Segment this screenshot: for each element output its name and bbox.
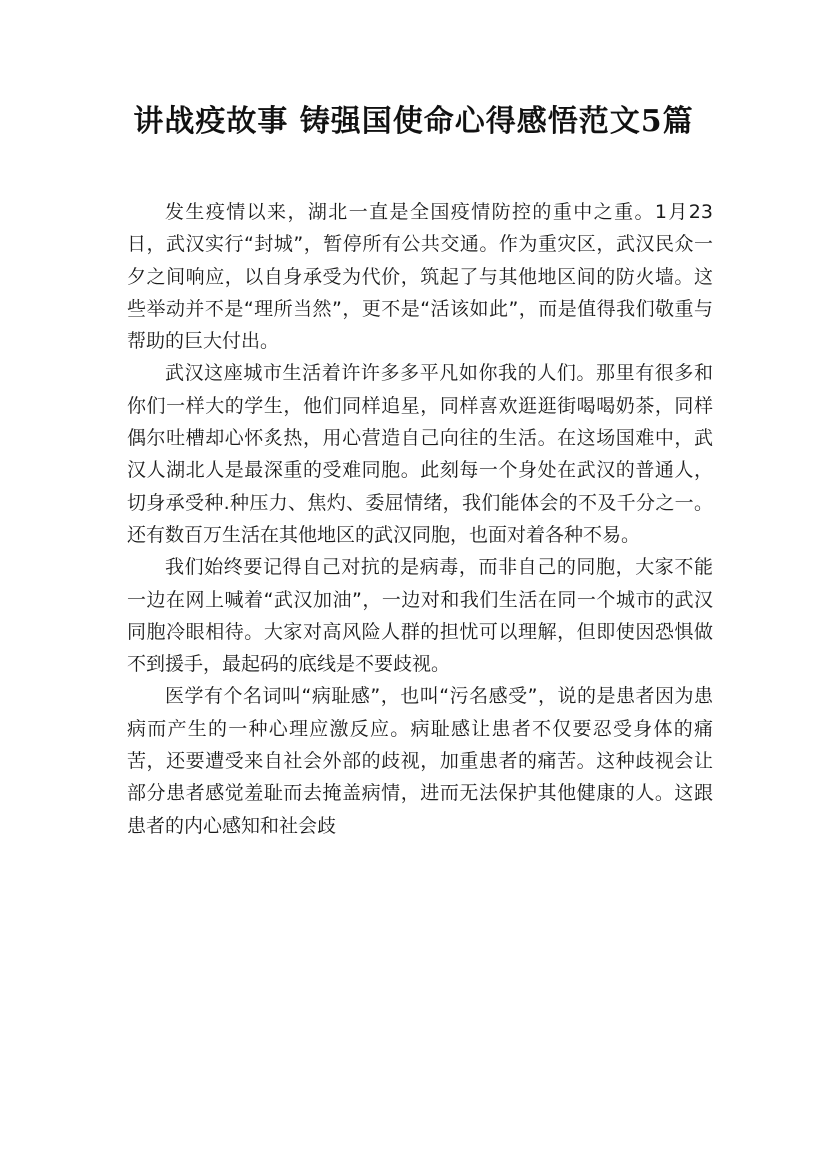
document-body xyxy=(127,196,713,842)
paragraph: 我们始终要记得自己对抗的是病毒，而非自己的同胞，大家不能一边在网上喊着“武汉加油”，一边对和我们生活在同一个城市的武汉同胞冷眼相待。大家对高风险人群的担忧可以理解，但即使因恐惧做不到援手，最起码的底线是不要歧视。 xyxy=(127,556,713,676)
document-title: 讲战疫故事 铸强国使命心得感悟范文5篇 xyxy=(133,104,694,139)
paragraph: 武汉这座城市生活着许许多多平凡如你我的人们。那里有很多和你们一样大的学生，他们同样追星，同样喜欢逛逛街喝喝奶茶，同样偶尔吐槽却心怀炙热，用心营造自己向往的生活。在这场国难中，武汉人湖北人是最深重的受难同胞。此刻每一个身处在武汉的普通人，切身承受种.种压力、焦灼、委屈情绪，我们能体会的不及千分之一。还有数百万生活在其他地区的武汉同胞，也面对着各种不易。 xyxy=(127,362,713,546)
paragraph: 发生疫情以来，湖北一直是全国疫情防控的重中之重。1月23日，武汉实行“封城”，暂停所有公共交通。作为重灾区，武汉民众一夕之间响应，以自身承受为代价，筑起了与其他地区间的防火墙。这些举动并不是“理所当然”，更不是“活该如此”，而是值得我们敬重与帮助的巨大付出。 xyxy=(127,201,713,353)
paragraph: 医学有个名词叫“病耻感”，也叫“污名感受”，说的是患者因为患病而产生的一种心理应激反应。病耻感让患者不仅要忍受身体的痛苦，还要遭受来自社会外部的歧视，加重患者的痛苦。这种歧视会让部分患者感觉羞耻而去掩盖病情，进而无法保护其他健康的人。这跟患者的内心感知和社会歧 xyxy=(127,685,713,837)
